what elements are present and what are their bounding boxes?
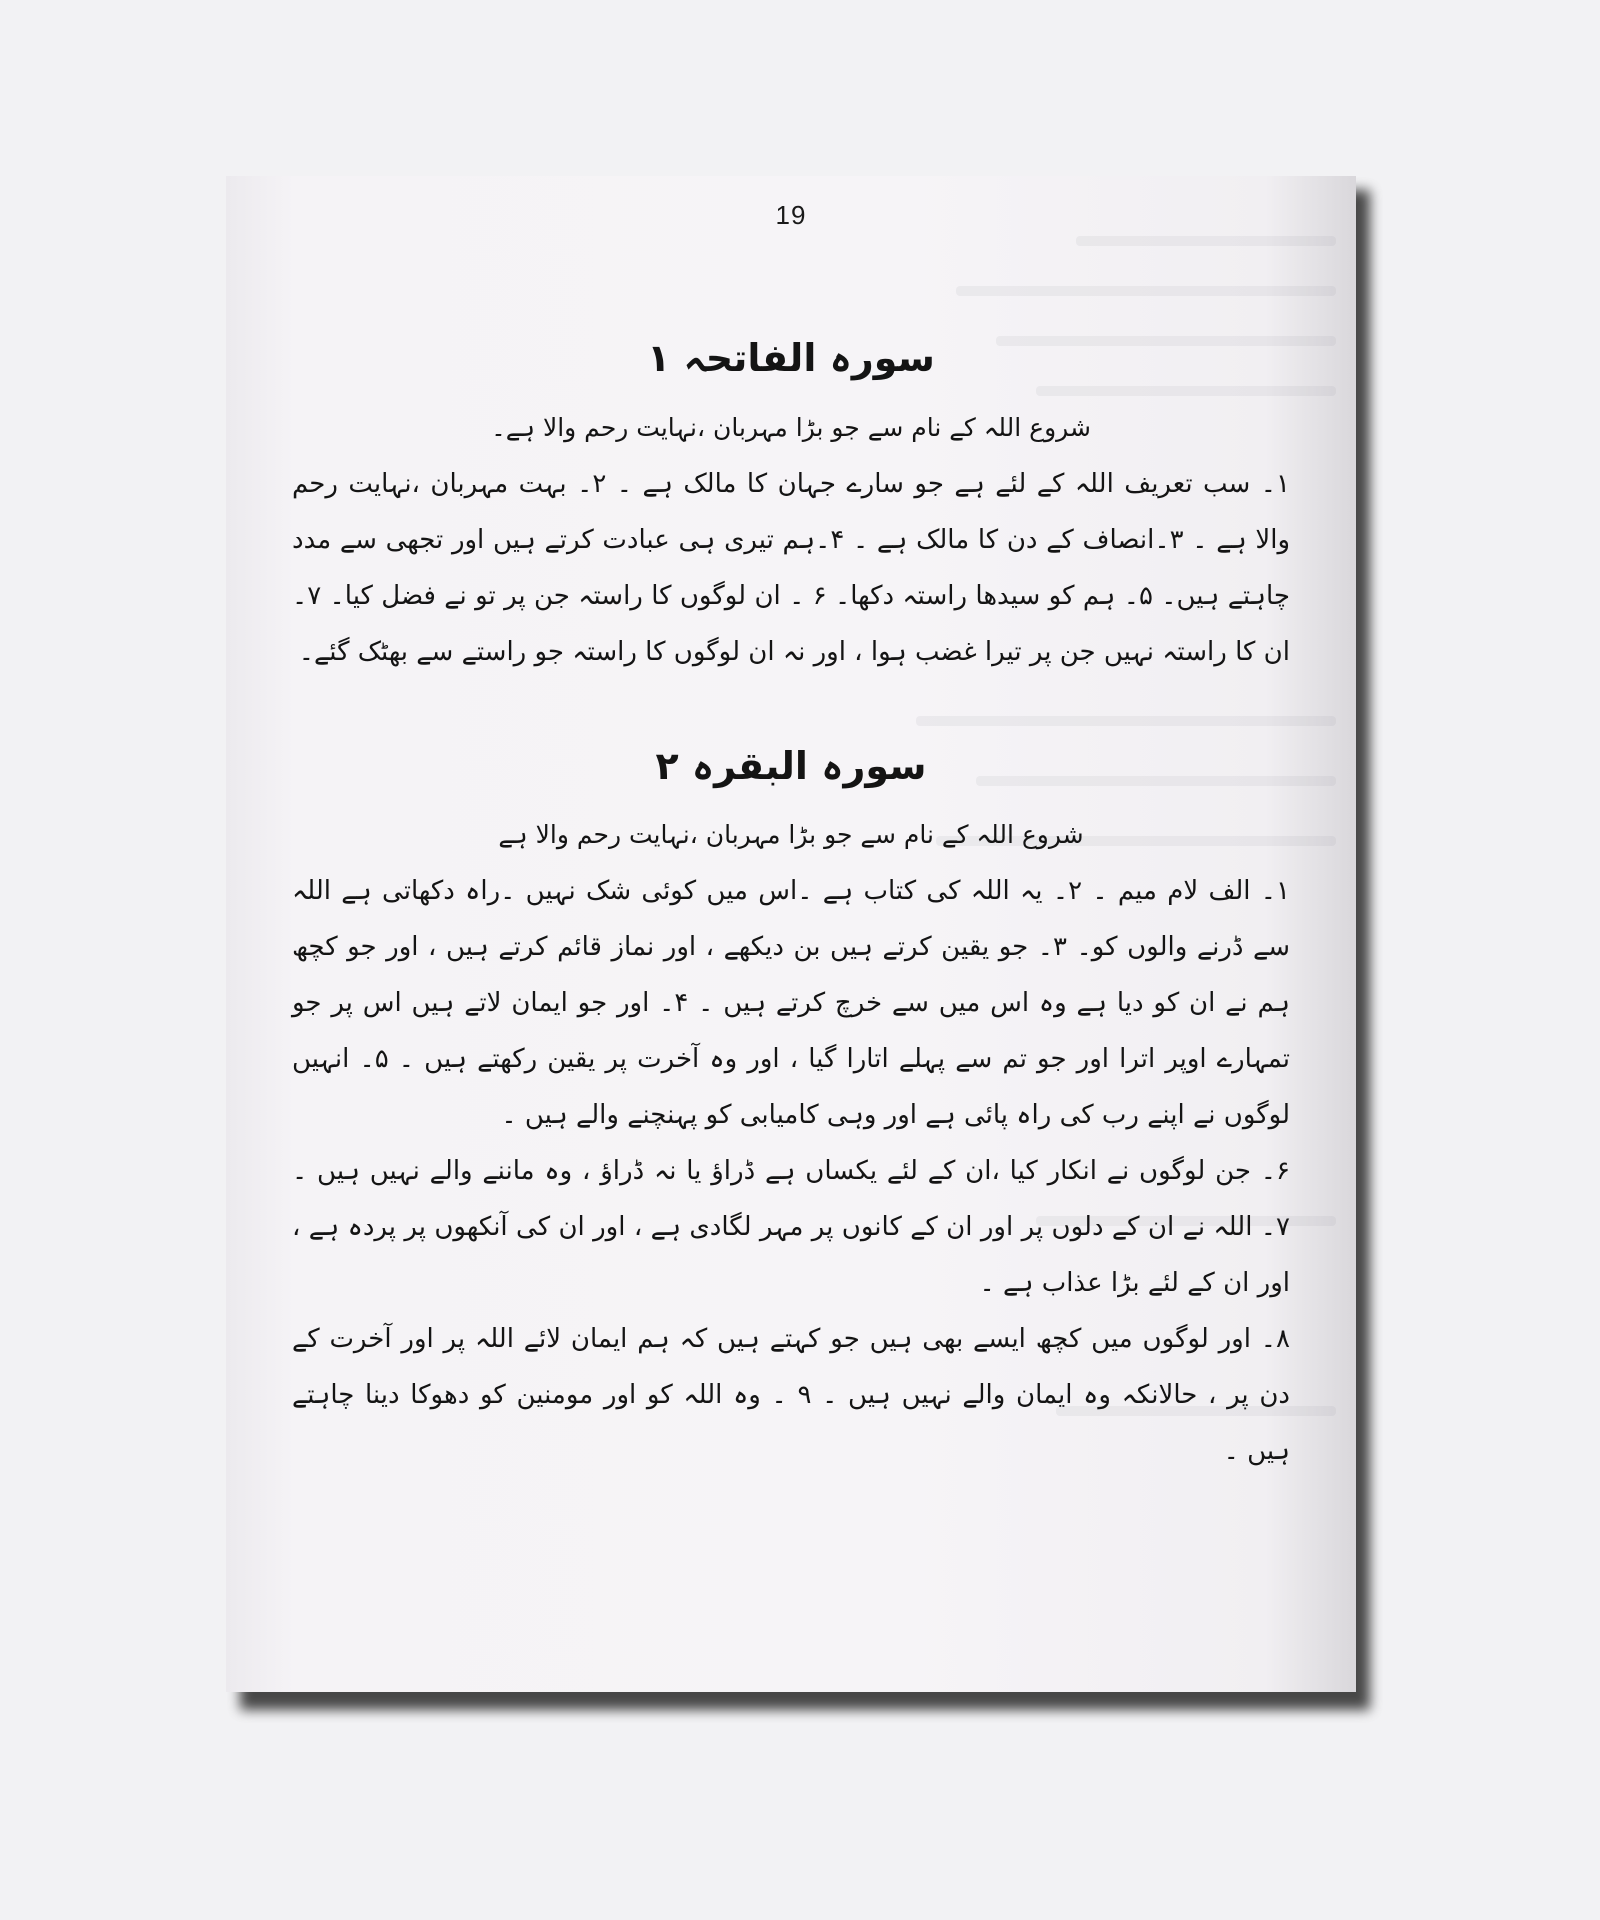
surah-title: سورہ الفاتحہ ۱ [647,336,935,380]
bismillah: شروع اللہ کے نام سے جو بڑا مہربان ،نہایت رحم والا ہے [498,820,1084,850]
verse-paragraph: ۶۔ جن لوگوں نے انکار کیا ،ان کے لئے یکساں ہے ڈراؤ یا نہ ڈراؤ ، وہ ماننے والے نہیں ہیں ۔ ۷۔ اللہ نے ان کے دلوں پر اور ان کے کانوں پر مہر لگادی ہے ، اور ان کی آنکھوں پر پردہ ہے ، اور ان کے لئے بڑا عذاب ہے ۔ [292,1156,1290,1299]
verse-paragraph: ۱۔ الف لام میم ۔ ۲۔ یہ اللہ کی کتاب ہے ۔اس میں کوئی شک نہیں ۔راہ دکھاتی ہے اللہ سے ڈرنے والوں کو۔ ۳۔ جو یقین کرتے ہیں بن دیکھے ، اور نماز قائم کرتے ہیں ، اور جو کچھ ہم نے ان کو دیا ہے وہ اس میں سے خرچ کرتے ہیں ۔ ۴۔ اور جو ایمان لاتے ہیں اس پر جو تمہارے اوپر اترا اور جو تم سے پہلے اتارا گیا ، اور وہ آخرت پر یقین رکھتے ہیں ۔ ۵۔ انہیں لوگوں نے اپنے رب کی راہ پائی ہے اور وہی کامیابی کو پہنچنے والے ہیں ۔ [292,876,1291,1131]
bismillah: شروع اللہ کے نام سے جو بڑا مہربان ،نہایت رحم والا ہے۔ [491,412,1091,442]
verse-paragraph: ۸۔ اور لوگوں میں کچھ ایسے بھی ہیں جو کہتے ہیں کہ ہم ایمان لائے اللہ پر اور آخرت کے دن پر ، حالانکہ وہ ایمان والے نہیں ہیں ۔ ۹ ۔ وہ اللہ کو اور مومنین کو دھوکا دینا چاہتے ہیں ۔ [292,1324,1290,1467]
surah-fatiha [292,336,1290,680]
page-content [292,336,1290,1479]
book-page [226,176,1356,1692]
page-number: 19 [775,200,807,230]
surah-baqarah [292,744,1290,1480]
verse-paragraph: ۱۔ سب تعریف اللہ کے لئے ہے جو سارے جہان کا مالک ہے ۔ ۲۔ بہت مہربان ،نہایت رحم والا ہے ۔ ۳۔انصاف کے دن کا مالک ہے ۔ ۴۔ہم تیری ہی عبادت کرتے ہیں اور تجھی سے مدد چاہتے ہیں۔ ۵۔ ہم کو سیدھا راستہ دکھا۔ ۶ ۔ ان لوگوں کا راستہ جن پر تو نے فضل کیا۔ ۷۔ان کا راستہ نہیں جن پر تیرا غضب ہوا ، اور نہ ان لوگوں کا راستہ جو راستے سے بھٹک گئے۔ [292,468,1291,667]
surah-title: سورہ البقرہ ۲ [655,743,927,788]
